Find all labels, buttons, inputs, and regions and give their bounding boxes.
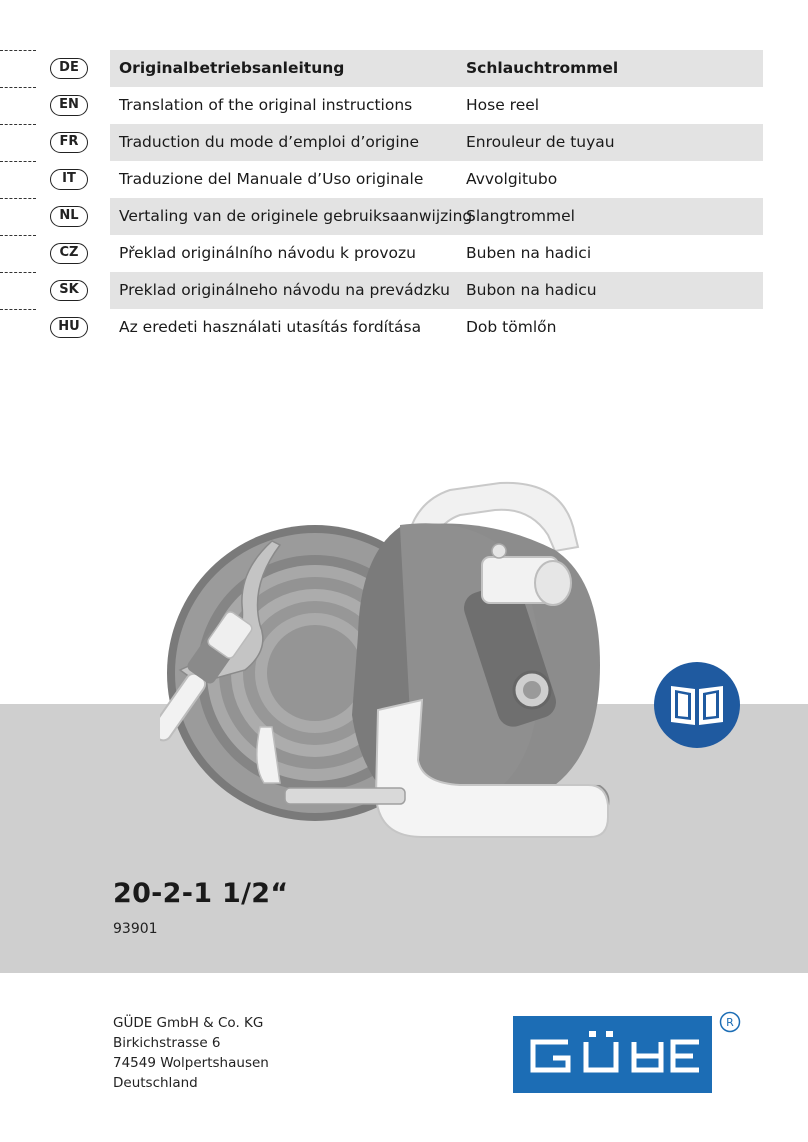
product-name: Slangtrommel <box>466 207 575 225</box>
product-name: Hose reel <box>466 96 540 114</box>
product-name: Schlauchtrommel <box>466 59 619 77</box>
hose-reel-image <box>160 465 620 850</box>
cut-line <box>0 235 36 236</box>
cut-line <box>0 87 36 88</box>
product-name: Bubon na hadicu <box>466 281 597 299</box>
model-number: 20-2-1 1/2“ <box>113 878 289 909</box>
language-code-badge: FR <box>50 132 88 153</box>
company-address <box>113 1013 269 1093</box>
manual-title: Traduction du mode d’emploi d’origine <box>119 133 420 151</box>
manual-title: Translation of the original instructions <box>119 96 413 114</box>
cut-line <box>0 272 36 273</box>
address-line: Birkichstrasse 6 <box>113 1035 221 1051</box>
product-name: Enrouleur de tuyau <box>466 133 615 151</box>
cut-line <box>0 198 36 199</box>
product-name: Avvolgitubo <box>466 170 558 188</box>
open-book-icon <box>654 662 740 748</box>
language-row-sk <box>0 272 808 309</box>
language-row-hu <box>0 309 808 346</box>
language-code-badge: SK <box>50 280 88 301</box>
svg-text:R: R <box>726 1016 734 1029</box>
manual-title: Traduzione del Manuale d’Uso originale <box>119 170 424 188</box>
product-name: Buben na hadici <box>466 244 592 262</box>
cut-line <box>0 124 36 125</box>
address-line: Deutschland <box>113 1075 198 1091</box>
language-row-cz <box>0 235 808 272</box>
language-code-badge: CZ <box>50 243 88 264</box>
language-code-badge: HU <box>50 317 88 338</box>
language-code-badge: DE <box>50 58 88 79</box>
article-number: 93901 <box>113 921 158 937</box>
product-name: Dob tömlőn <box>466 318 557 336</box>
manual-title: Preklad originálneho návodu na prevádzku <box>119 281 450 299</box>
cut-line <box>0 309 36 310</box>
language-row-en <box>0 87 808 124</box>
language-row-nl <box>0 198 808 235</box>
cut-line <box>0 161 36 162</box>
language-row-de <box>0 50 808 87</box>
language-code-badge: NL <box>50 206 88 227</box>
guede-logo <box>513 1016 712 1093</box>
manual-title: Originalbetriebsanleitung <box>119 59 345 77</box>
manual-title: Vertaling van de originele gebruiksaanwijzing <box>119 207 473 225</box>
language-code-badge: EN <box>50 95 88 116</box>
address-line: 74549 Wolpertshausen <box>113 1055 269 1071</box>
address-line: GÜDE GmbH & Co. KG <box>113 1015 264 1031</box>
language-code-badge: IT <box>50 169 88 190</box>
manual-title: Az eredeti használati utasítás fordítása <box>119 318 422 336</box>
language-row-it <box>0 161 808 198</box>
manual-title: Překlad originálního návodu k provozu <box>119 244 416 262</box>
registered-mark-icon <box>719 1011 741 1033</box>
language-row-fr <box>0 124 808 161</box>
cut-line <box>0 50 36 51</box>
